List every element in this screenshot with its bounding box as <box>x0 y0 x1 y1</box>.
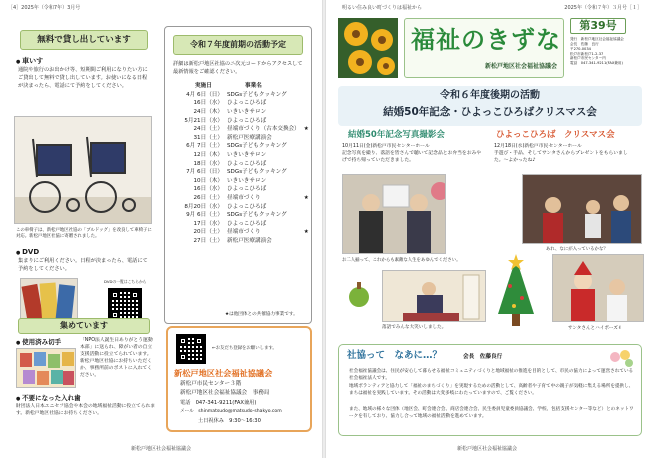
schedule-date: 16日（水） <box>193 100 223 107</box>
schedule-date: 10日（木） <box>193 177 223 184</box>
collect-title: 集めています <box>18 318 150 334</box>
issue-info <box>570 18 642 78</box>
contact-phone: 電話 047-341-9211(FAX兼用) <box>180 400 257 406</box>
schedule-row <box>169 151 311 160</box>
issue-number: 第39号 <box>570 18 626 34</box>
banner-line2: 結婚50年記念・ひよっこひろばクリスマス会 <box>383 106 597 118</box>
schedule-mark <box>302 91 311 100</box>
schedule-date: 17日（水） <box>193 220 223 227</box>
schedule-event: いきいきサロン <box>227 177 267 184</box>
schedule-row <box>169 100 311 109</box>
schedule-row <box>169 186 311 195</box>
schedule-mark: ★ <box>303 126 309 133</box>
christmas-title: ひよっこひろば クリスマス会 <box>496 130 615 140</box>
schedule-head-event: 事業名 <box>245 83 262 89</box>
stamps-heading: ● 使用済み切手 <box>16 338 61 346</box>
contact-email[interactable]: メール shinmatsudo@matsudo-shakyo.com <box>180 409 282 414</box>
masthead-title-panel <box>404 18 564 78</box>
schedule-mark <box>302 177 311 186</box>
left-page <box>0 0 322 458</box>
schedule-mark <box>302 186 311 195</box>
contact-address: 新松戸市民センター３階 <box>180 381 242 387</box>
publisher-line: 会長 佐藤 良行 <box>570 41 599 46</box>
masthead <box>338 18 648 80</box>
right-page-header: 2025年（令和７年）３月号［１］ <box>564 5 642 11</box>
activity-banner <box>338 86 642 126</box>
schedule-row <box>169 177 311 186</box>
about-title: 社協って なあに…？ <box>347 350 443 361</box>
schedule-event: 新松戸医療講演会 <box>227 134 272 141</box>
schedule-row <box>169 117 311 126</box>
schedule-mark <box>302 117 311 126</box>
dvd-heading: ● DVD <box>16 248 39 257</box>
schedule-mark <box>302 237 311 246</box>
christmas-tree-illustration <box>494 254 538 332</box>
wheelchair-photo <box>14 116 152 224</box>
schedule-date: 16日（水） <box>193 186 223 193</box>
wheelchair-heading: ● 車いす <box>16 57 43 66</box>
about-paragraph-1: 社会福祉協議会は、住民が安心して暮らせる福祉コミュニティづくりと地域福祉の推進を目的として、市民の協力によって運営されている社会福祉法人です。 <box>349 369 634 381</box>
lending-title: 無料で貸し出しています <box>20 30 148 50</box>
about-paragraph-2: 地域ボランティアと協力して「福祉のまちづくり」を実現するための活動として、高齢者や子育て中の親子が気軽に集える場所を提供し、まちは福祉を実践しています。その活動は大変多岐にわたっていますので、ご覧ください。 <box>349 384 634 396</box>
christmas-caption-2: サンタさんとハイポーズ✌ <box>568 326 622 331</box>
schedule-date: 12日（木） <box>193 151 223 158</box>
publisher-line: 電話 047-341-9211(FAX兼用) <box>570 61 623 66</box>
schedule-date: 24日（木） <box>193 108 223 115</box>
schedule-row <box>169 160 311 169</box>
publisher-line: 〒270-0034 <box>570 46 591 51</box>
schedule-event: ひよっこひろば <box>227 203 267 210</box>
contact-box <box>166 326 312 432</box>
contact-hours: 土日祝休み 9:30～16:30 <box>198 418 261 424</box>
schedule-row <box>169 194 311 203</box>
schedule-mark <box>302 151 311 160</box>
green-ornament-illustration <box>344 280 374 310</box>
schedule-head-date: 実施日 <box>195 83 212 89</box>
schedule-mark: ★ <box>303 194 309 201</box>
contact-office: 新松戸地区社会福祉協議会 事務局 <box>180 390 270 396</box>
schedule-date: 24日（土） <box>193 126 223 133</box>
schedule-date: 4月 6日（日） <box>186 91 223 98</box>
wedding-section <box>338 130 488 340</box>
schedule-table <box>169 91 311 246</box>
left-page-footer: 新松戸地区社会福祉協議会 <box>130 445 191 452</box>
masthead-subtitle: 新松戸地区社会福祉協議会 <box>484 63 557 70</box>
stamps-photo <box>16 348 76 388</box>
schedule-event: 昼端市づくり <box>227 194 261 201</box>
lending-section <box>12 24 158 320</box>
flowers-illustration <box>607 347 635 369</box>
qr-register-note: ←お友だち登録をお願いします。 <box>212 346 277 351</box>
schedule-event: ひよっこひろば <box>227 160 267 167</box>
schedule-title: 令和７年度前期の活動予定 <box>173 35 303 55</box>
christmas-gift-photo <box>522 174 642 244</box>
about-section <box>338 344 642 436</box>
schedule-event: ひよっこひろば <box>227 117 267 124</box>
schedule-date: 5月21日（水） <box>184 117 223 124</box>
schedule-date: 20日（土） <box>193 229 223 236</box>
schedule-mark <box>302 134 311 143</box>
wedding-caption-1: お二人揃って、これからも素敵な人生をあゆんでください。 <box>342 258 461 263</box>
schedule-date: 8月20日（水） <box>184 203 223 210</box>
schedule-event: SDGs子どもクッキング <box>227 169 287 176</box>
schedule-mark <box>302 168 311 177</box>
schedule-event: 昼端市づくり（古本交換会） <box>227 126 300 133</box>
schedule-mark <box>302 143 311 152</box>
right-page <box>326 0 648 458</box>
schedule-date: 27日（土） <box>193 237 223 244</box>
dentures-text: 財団法人日本ユニセフ協会や本会の地域福祉活動に役立てられます。新松戸地区社協にお持ちください。 <box>16 404 156 416</box>
schedule-mark <box>302 203 311 212</box>
wedding-caption-2: 落語でみんな大笑いしました。 <box>382 325 447 330</box>
publisher-line: 新松戸市民センター内 <box>570 56 606 61</box>
wedding-couple-photo <box>342 174 446 254</box>
schedule-intro: 詳細は新松戸地区社協のニ次元コードからアクセスして最新情報をご確認ください。 <box>173 61 303 75</box>
schedule-event: SDGs子どもクッキング <box>227 143 287 150</box>
christmas-section <box>492 130 644 340</box>
wedding-text: 10月11日(金)新松戸市民センターホール 記念写真を撮り、落語を皆さんで聴いて記念品とお弁当をおみやげで持ち帰っていただきました。 <box>342 144 482 164</box>
schedule-footnote: ★は他団体との共催協力事業です。 <box>225 312 298 317</box>
dentures-heading: ● 不要になった入れ歯 <box>16 394 81 402</box>
schedule-row <box>169 143 311 152</box>
collect-section <box>12 318 158 436</box>
schedule-event: SDGs子どもクッキング <box>227 91 287 98</box>
schedule-row <box>169 168 311 177</box>
schedule-section <box>164 26 312 324</box>
line-friend-qr-code[interactable] <box>176 334 206 364</box>
schedule-row <box>169 134 311 143</box>
schedule-date: 9月 6日（土） <box>186 212 223 219</box>
schedule-row <box>169 229 311 238</box>
wedding-title: 結婚50年記念写真撮影会 <box>348 130 445 140</box>
schedule-event: ひよっこひろば <box>227 220 267 227</box>
schedule-row <box>169 203 311 212</box>
right-page-footer: 新松戸地区社会福祉協議会 <box>456 445 517 452</box>
masthead-title: 福祉のきずな <box>411 25 561 54</box>
schedule-mark <box>302 100 311 109</box>
schedule-event: ひよっこひろば <box>227 100 267 107</box>
schedule-row <box>169 237 311 246</box>
schedule-event: いきいきサロン <box>227 108 267 115</box>
schedule-event: 昼端市づくり <box>227 229 261 236</box>
contact-org-name: 新松戸地区社会福祉協議会 <box>174 368 273 378</box>
schedule-row <box>169 125 311 134</box>
wheelchair-text: 通院や旅行のお出かけ等、短期間ご利用になりたい方にご貸出して無料で貸し出しています。お使いになる日程が決まったら、電話にて予約をしてください。 <box>18 67 148 89</box>
schedule-mark: ★ <box>303 229 309 236</box>
rakugo-photo <box>382 270 486 322</box>
schedule-mark <box>302 220 311 229</box>
schedule-mark <box>302 160 311 169</box>
schedule-row <box>169 108 311 117</box>
sunflower-photo <box>338 18 398 78</box>
stamps-text: 「NPO法人誕生日ありがとう運動本部」に送られ、障がい者の自立支援活動に役立てられています。新松戸地区社協にお持ちいただくか、事務所前のポストに入れてください。 <box>80 338 153 378</box>
schedule-row <box>169 211 311 220</box>
publisher-line: 松戸市新松戸1-2-37 <box>570 51 604 56</box>
right-page-slogan: 明るい住み良い町づくりは福祉から <box>342 5 423 11</box>
schedule-event: いきいきサロン <box>227 151 267 158</box>
christmas-caption-1: あれ、なにが入っているかな？ <box>546 247 608 252</box>
left-page-header: ［4］2025年（令和7年）3月号 <box>8 5 81 11</box>
dvd-list-note: DVDの一覧はこちらから <box>104 279 147 284</box>
schedule-date: 26日（土） <box>193 194 223 201</box>
banner-line1: 令和６年度後期の活動 <box>440 90 540 101</box>
schedule-mark <box>302 211 311 220</box>
christmas-text: 12月18日(水)新松戸市民センターホール 手遊び・手品、そしてサンタさんからプレゼントをもらいました。〜よかったね♪ <box>494 144 628 164</box>
schedule-event: SDGs子どもクッキング <box>227 212 287 219</box>
wheelchair-photo-caption: この車椅子は、新松戸地区社協の「ブルドッグ」を改良して車椅子に対応。新松戸地区社協に寄贈されました。 <box>16 228 152 240</box>
publisher-info <box>570 37 646 66</box>
schedule-date: 7月 6日（日） <box>186 169 223 176</box>
publisher-line: 発行 新松戸地区社会福祉協議会 <box>570 37 624 41</box>
schedule-event: ひよっこひろば <box>227 186 267 193</box>
schedule-row <box>169 220 311 229</box>
schedule-row <box>169 91 311 100</box>
schedule-date: 31日（土） <box>193 134 223 141</box>
schedule-date: 18日（水） <box>193 160 223 167</box>
dvd-list-qr-code[interactable] <box>108 288 142 322</box>
schedule-event: 新松戸医療講演会 <box>227 237 272 244</box>
schedule-date: 6月 7日（土） <box>186 143 223 150</box>
dvd-text: 集まりにご利用ください。日程が決まったら、電話にて予約をしてください。 <box>18 258 148 272</box>
santa-photo <box>552 254 644 322</box>
about-paragraph-3: また、地域の様々な団体（地区会、町会連合会、商店会連合会、民生委員児童委員協議会、学校、包括支援センター等など）とのネットワークを有しており、協力し合って地域の福祉活動を進めています。 <box>349 407 634 419</box>
about-author: 会長 佐藤良行 <box>463 354 503 360</box>
schedule-mark <box>302 108 311 117</box>
